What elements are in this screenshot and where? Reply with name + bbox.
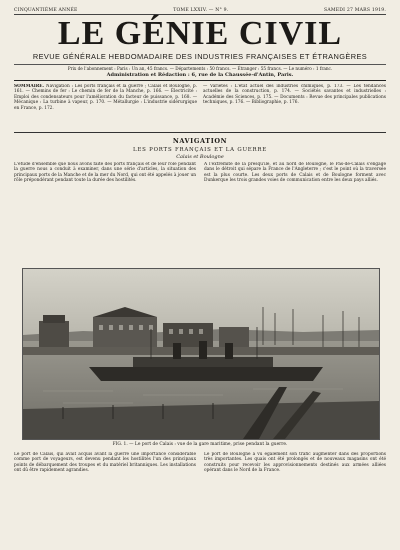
newspaper-page (14, 6, 386, 546)
article-intro (14, 162, 386, 212)
article-column-3: Le port de Calais, qui avait acquis avant la guerre une importance considérable comme port de voyageurs, est devenu pendant les hostilités l'un des principaux points de débarquement des troupes et du matériel britanniques. Les installations ont dû être rapidement agrandies. (14, 452, 196, 474)
summary-text-2: — Variétés : L'état actuel des industries chimiques, p. 173. — Les tendances actuelles de la construction, p. 174. — Sociétés savantes et industrielles : Académie des Sciences, p. 175. — Documents : Revue des principales publications techniques, p. 176. — Bibliographie, p. 176. (203, 84, 386, 106)
date-label: SAMEDI 27 MARS 1919. (323, 7, 386, 13)
article-subtitle: Calais et Boulogne (176, 154, 224, 160)
summary-column-2 (203, 84, 386, 132)
masthead-subtitle: REVUE GÉNÉRALE HEBDOMADAIRE DES INDUSTRIES FRANÇAISES ET ÉTRANGÈRES (32, 52, 368, 61)
article-body (14, 452, 386, 544)
harbor-photo-drawing (23, 269, 379, 439)
summary-box (14, 84, 386, 133)
administration-address: Administration et Rédaction : 6, rue de la Chaussée-d'Antin, Paris. (14, 72, 386, 81)
masthead: LE GÉNIE CIVIL (57, 15, 343, 52)
summary-label: SOMMAIRE. (14, 84, 45, 89)
article-column-2: A l'extrémité de la presqu'île, et au nord de Boulogne, le Pas-de-Calais s'engage dans le détroit qui sépare la France de l'Angleterre ; c'est le point où la traversée est la plus courte. Les deux ports de Calais et de Boulogne forment avec Dunkerque les trois grandes voies de communication entre les deux pays alliés. (204, 162, 386, 183)
figure-caption: FIG. 1. — Le port de Calais : vue de la gare maritime, prise pendant la guerre. (112, 442, 288, 447)
subscription-pricing: Prix de l'abonnement : Paris : Un an, 45 francs. — Départements : 50 francs. — Étranger : 55 francs. — Le numéro : 1 franc. (14, 64, 386, 71)
article-column-4: Le port de Boulogne a vu également son trafic augmenter dans des proportions très importantes. Les quais ont été prolongés et de nouveaux magasins ont été construits pour recevoir les approvisionnements destinés aux armées alliées opérant dans le Nord de la France. (204, 452, 386, 474)
article-column-1: L'étude d'ensemble que nous avons faite des ports français et de leur rôle pendant la guerre nous a conduit à examiner, dans une série d'articles, la situation des principaux ports de la Manche et de la mer du Nord, qui ont été appelés à jouer un rôle prépondérant pendant toute la durée des hostilités. (14, 162, 196, 183)
volume-label: TOME LXXIV. — N° 9. (173, 7, 229, 13)
article-title: LES PORTS FRANÇAIS ET LA GUERRE (133, 147, 267, 153)
summary-text-1: Navigation : Les ports français et la guerre ; Calais et Boulogne, p. 161. — Chemins de fer : Le chemin de fer de la Manche, p. 166. — Électricité : Emploi des condensateurs pour l'amélioration du facteur de puissance, p. 168. — Mécanique : La turbine à vapeur, p. 170. — Métallurgie : L'industrie sidérurgique en France, p. 172. (14, 84, 197, 111)
summary-column-1 (14, 84, 197, 132)
issue-line (14, 6, 386, 15)
section-heading: NAVIGATION (172, 137, 228, 145)
year-label: CINQUANTIÈME ANNÉE (14, 7, 78, 13)
harbor-photograph (22, 268, 380, 440)
